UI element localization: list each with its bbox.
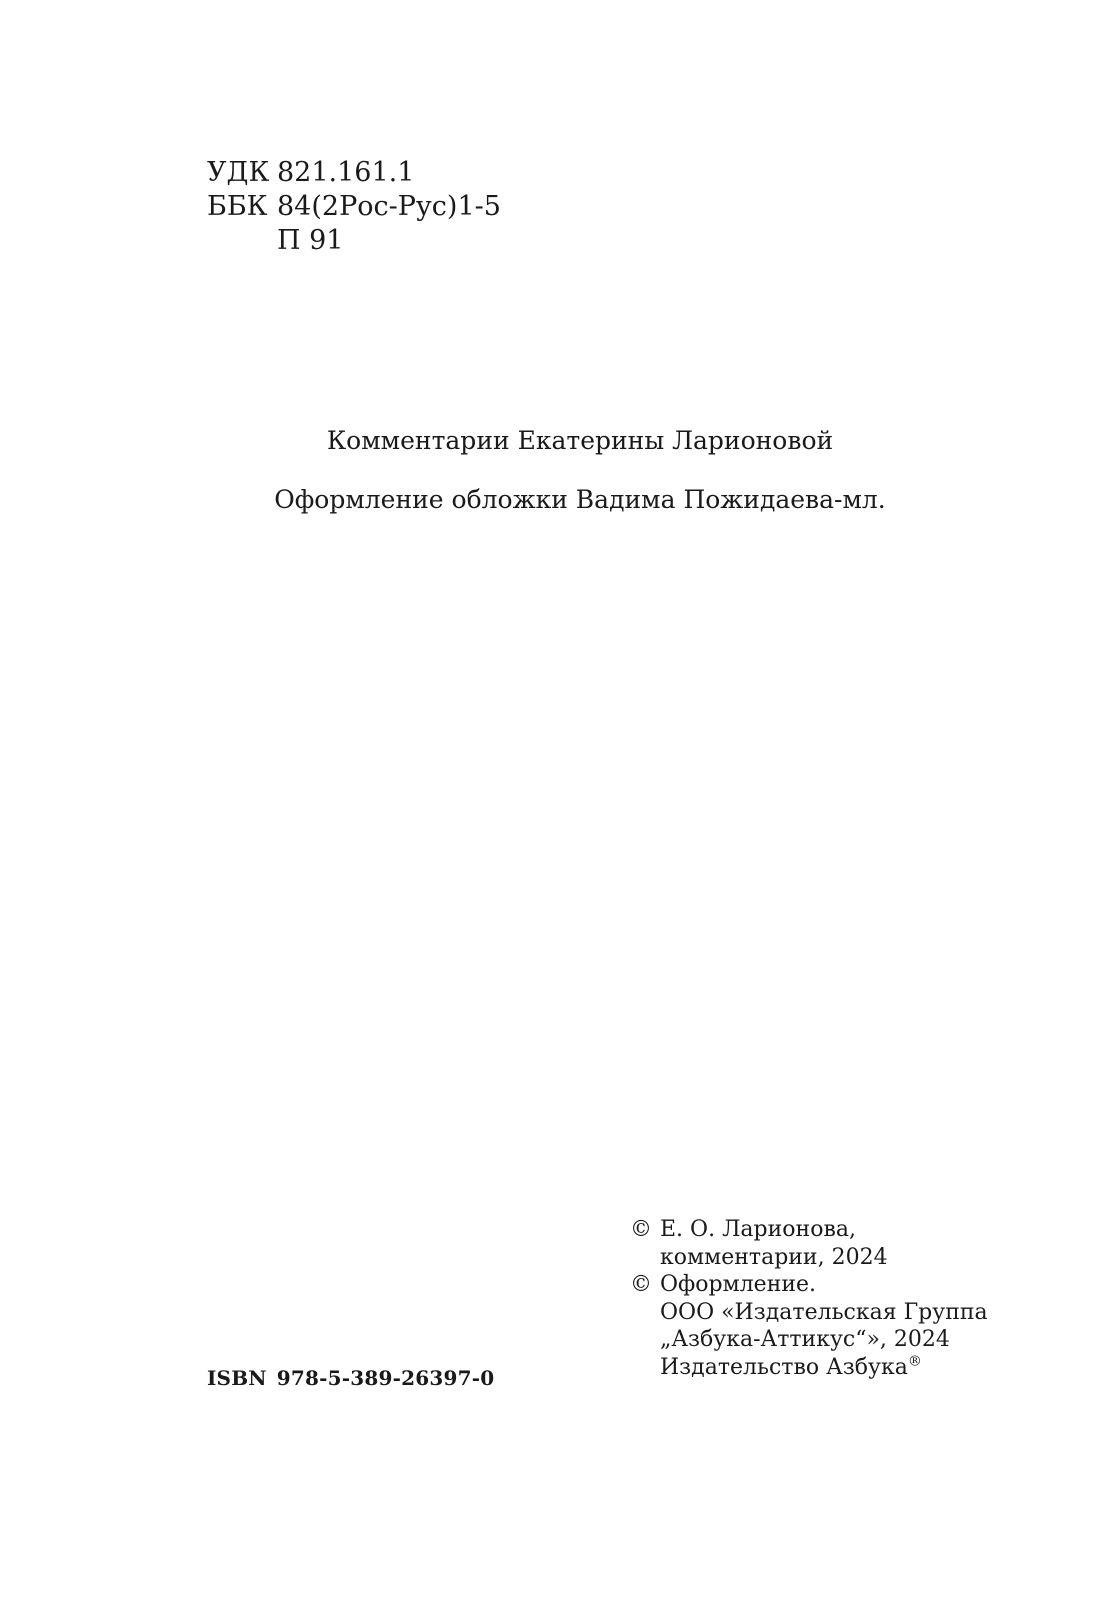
copyright-line: „Азбука-Аттикус“», 2024 <box>660 1327 950 1352</box>
copyright-icon: © <box>630 1272 652 1297</box>
udk-row <box>207 156 501 190</box>
isbn-line <box>207 1366 494 1390</box>
copyright-icon: © <box>630 1217 652 1242</box>
publisher-line <box>660 1354 988 1382</box>
copyright-entry-design <box>630 1271 988 1381</box>
copyright-block <box>630 1216 988 1381</box>
copyright-entry-text <box>660 1216 888 1271</box>
isbn-label: ISBN <box>207 1366 267 1390</box>
copyright-entry-text <box>660 1271 988 1381</box>
bbk-value: 84(2Рос-Рус)1-5 <box>277 191 501 222</box>
author-mark-row <box>207 224 501 258</box>
author-mark: П 91 <box>277 225 344 256</box>
copyright-entry-commentary <box>630 1216 988 1271</box>
copyright-line: ООО «Издательская Группа <box>660 1299 988 1325</box>
isbn-value: 978-5-389-26397-0 <box>276 1366 495 1390</box>
registered-mark: ® <box>907 1353 922 1370</box>
bbk-label: ББК <box>207 191 268 222</box>
bbk-row <box>207 190 501 224</box>
classification-block <box>207 156 501 258</box>
copyright-line: комментарии, 2024 <box>660 1244 888 1270</box>
publisher-name: Издательство Азбука <box>660 1354 908 1380</box>
commentary-credit: Комментарии Екатерины Ларионовой <box>326 426 834 455</box>
udk-label: УДК <box>207 157 270 188</box>
author-mark-spacer <box>207 224 277 258</box>
copyright-line: Оформление. <box>660 1272 817 1297</box>
udk-value: 821.161.1 <box>277 157 415 188</box>
cover-design-credit: Оформление обложки Вадима Пожидаева-мл. <box>274 485 886 514</box>
copyright-line: Е. О. Ларионова, <box>660 1217 856 1242</box>
